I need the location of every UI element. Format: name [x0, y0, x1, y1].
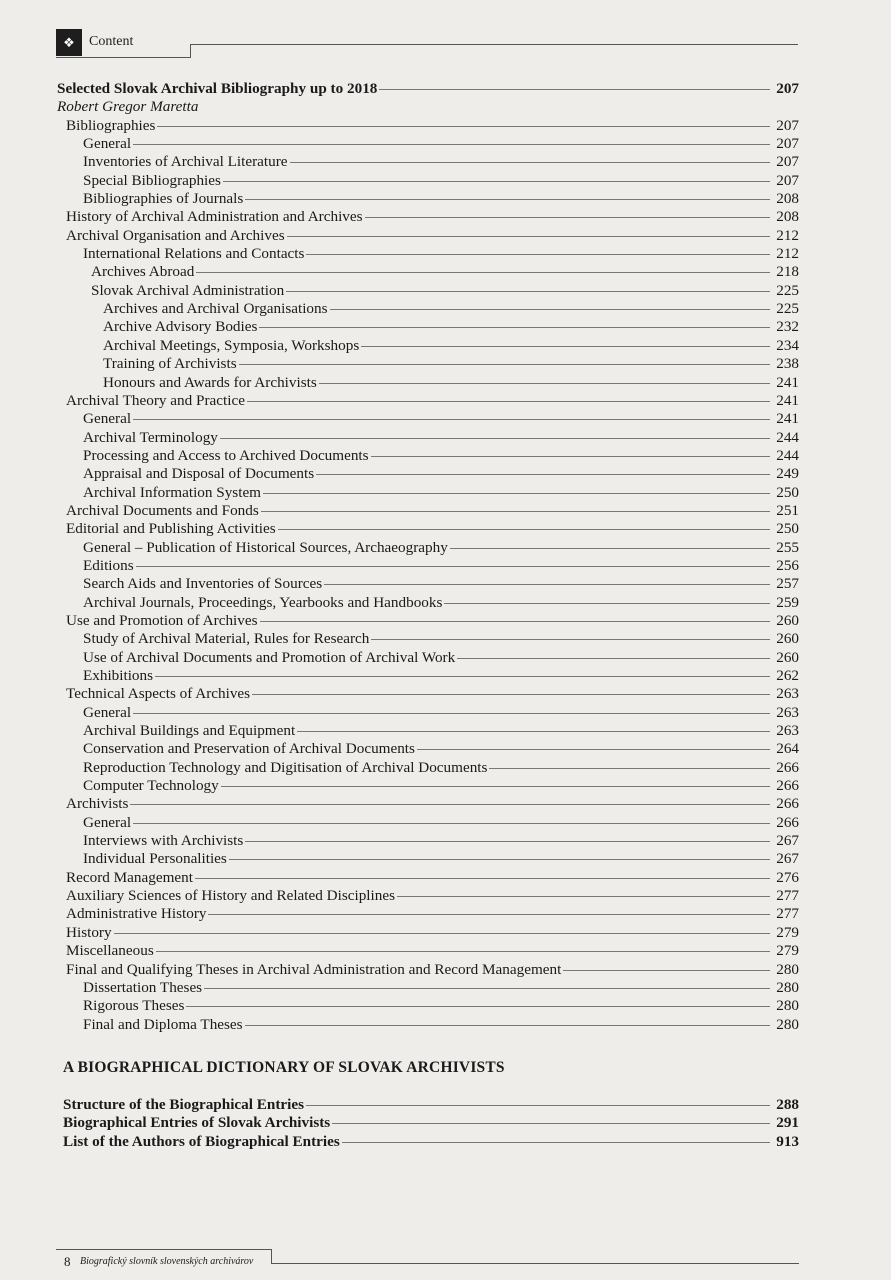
toc-entry: [57, 997, 799, 1015]
toc-page-number: 212: [776, 226, 799, 244]
dot-leader: [290, 162, 770, 163]
toc-entry-title: Editorial and Publishing Activities: [66, 520, 276, 538]
toc-entry: [57, 649, 799, 667]
dot-leader: [245, 841, 770, 842]
toc-entry: [57, 979, 799, 997]
toc-entry-title: Reproduction Technology and Digitisation of Archival Documents: [83, 758, 488, 776]
toc-entry-title: Appraisal and Disposal of Documents: [83, 465, 315, 483]
toc-entry: [57, 520, 799, 538]
toc-page-number: 241: [776, 410, 799, 428]
toc-entry-title: Bibliographies of Journals: [83, 190, 244, 208]
footer-rule: [56, 1249, 272, 1250]
toc-page-number: 280: [776, 960, 799, 978]
toc-entry-title: Exhibitions: [83, 667, 154, 684]
toc-page-number: 913: [776, 1132, 799, 1150]
dot-leader: [261, 511, 770, 512]
toc-entry-title: Processing and Access to Archived Documents: [83, 446, 369, 464]
toc-entry: [57, 557, 799, 575]
dot-leader: [186, 1006, 770, 1007]
toc-entry: [57, 300, 799, 318]
dot-leader: [330, 309, 770, 310]
dot-leader: [371, 639, 770, 640]
dot-leader: [489, 768, 770, 769]
toc-entry-title: Archives Abroad: [91, 263, 195, 281]
dot-leader: [220, 438, 770, 439]
toc-entry: [57, 722, 799, 740]
toc-entry: [57, 575, 799, 593]
toc-page-number: 257: [776, 575, 799, 593]
toc-entry-title: Final and Qualifying Theses in Archival Administration and Record Management: [66, 960, 562, 978]
toc-entry: [57, 465, 799, 483]
toc-entry: [57, 594, 799, 612]
toc-entry-title: Editions: [83, 556, 134, 574]
toc-entry: [57, 410, 799, 428]
toc-page-number: 266: [776, 777, 799, 795]
toc-page-number: 288: [776, 1096, 799, 1113]
dot-leader: [316, 474, 770, 475]
toc-entry: [57, 172, 799, 190]
toc-entry-title: Use and Promotion of Archives: [66, 611, 258, 629]
dot-leader: [114, 933, 770, 934]
toc-page-number: 207: [776, 116, 799, 134]
toc-entry-title: Selected Slovak Archival Bibliography up to 2018: [57, 80, 378, 97]
toc-entry-title: International Relations and Contacts: [83, 245, 305, 263]
dot-leader: [196, 272, 770, 273]
toc-entry: [57, 392, 799, 410]
header-rule-upper: [190, 44, 798, 45]
toc-entry: [57, 777, 799, 795]
toc-entry-title: Special Bibliographies: [83, 171, 221, 189]
toc-entry-title: General: [83, 813, 132, 831]
dot-leader: [287, 236, 770, 237]
toc-page-number: 260: [776, 611, 799, 629]
toc-page-number: 267: [776, 832, 799, 850]
toc-page-number: 241: [776, 373, 799, 391]
toc-page-number: 267: [776, 850, 799, 868]
toc-page-number: 225: [776, 281, 799, 299]
dictionary-contents: [63, 1096, 799, 1151]
ornament-icon: ❖: [56, 29, 82, 56]
toc-entry: [57, 667, 799, 685]
toc-entry-title: List of the Authors of Biographical Entries: [63, 1132, 340, 1150]
toc-entry: [63, 1096, 799, 1114]
toc-page-number: 208: [776, 190, 799, 208]
toc-page-number: 212: [776, 245, 799, 263]
toc-page-number: 277: [776, 905, 799, 923]
toc-entry-title: Use of Archival Documents and Promotion of Archival Work: [83, 648, 456, 666]
toc-entry-title: Archival Terminology: [83, 428, 218, 446]
toc-entry-title: Dissertation Theses: [83, 978, 203, 996]
toc-entry-title: Bibliographies: [66, 116, 156, 134]
dot-leader: [365, 217, 770, 218]
toc-entry: [57, 630, 799, 648]
toc-entry-title: Structure of the Biographical Entries: [63, 1096, 305, 1113]
toc-entry: [57, 814, 799, 832]
dot-leader: [155, 676, 770, 677]
toc-entry: [57, 740, 799, 758]
toc-entry: [57, 117, 799, 135]
toc-entry-title: Record Management: [66, 868, 193, 886]
dot-leader: [278, 529, 770, 530]
dot-leader: [371, 456, 770, 457]
toc-entry-title: Final and Diploma Theses: [83, 1015, 243, 1033]
toc-entry: [57, 759, 799, 777]
toc-entry-title: Inventories of Archival Literature: [83, 153, 288, 171]
footer-book-title: Biografický slovník slovenských archivárov: [80, 1256, 254, 1267]
toc-entry-title: Miscellaneous: [66, 942, 154, 960]
toc-entry: [63, 1114, 799, 1132]
toc-entry: [57, 502, 799, 520]
dot-leader: [247, 401, 770, 402]
dot-leader: [457, 658, 770, 659]
toc-entry: [57, 961, 799, 979]
toc-entry: [57, 832, 799, 850]
section-heading: A BIOGRAPHICAL DICTIONARY OF SLOVAK ARCHIVISTS: [63, 1059, 505, 1076]
toc-entry-title: Slovak Archival Administration: [91, 281, 285, 299]
toc-entry-title: Technical Aspects of Archives: [66, 685, 251, 703]
dot-leader: [221, 786, 770, 787]
toc-entry-title: Computer Technology: [83, 777, 219, 795]
toc-entry: [57, 337, 799, 355]
toc-page-number: 266: [776, 758, 799, 776]
toc-entry: [57, 263, 799, 281]
dot-leader: [239, 364, 770, 365]
toc-page-number: 234: [776, 336, 799, 354]
dot-leader: [319, 383, 770, 384]
dot-leader: [136, 566, 770, 567]
dot-leader: [133, 823, 770, 824]
dot-leader: [133, 419, 770, 420]
toc-page-number: 276: [776, 868, 799, 886]
header-title: Content: [89, 34, 134, 49]
dot-leader: [130, 804, 770, 805]
toc-entry-title: Honours and Awards for Archivists: [103, 373, 317, 391]
toc-page-number: 260: [776, 648, 799, 666]
dot-leader: [297, 731, 770, 732]
dot-leader: [397, 896, 770, 897]
toc-entry: [57, 429, 799, 447]
toc-page-number: 280: [776, 997, 799, 1015]
toc-entry: [57, 704, 799, 722]
dot-leader: [417, 749, 770, 750]
toc-page-number: 256: [776, 556, 799, 574]
dot-leader: [156, 951, 770, 952]
toc-page-number: 263: [776, 722, 799, 740]
dot-leader: [204, 988, 770, 989]
page-number: 8: [64, 1254, 71, 1269]
toc-page-number: 207: [776, 171, 799, 189]
dot-leader: [259, 327, 770, 328]
toc-entry: [57, 539, 799, 557]
toc-entry: [57, 318, 799, 336]
toc-entry: [57, 153, 799, 171]
toc-entry: [57, 135, 799, 153]
toc-page-number: 207: [776, 135, 799, 153]
toc-entry: [57, 245, 799, 263]
dot-leader: [342, 1142, 770, 1143]
toc-entry-title: Archival Organisation and Archives: [66, 226, 285, 244]
dot-leader: [324, 584, 770, 585]
toc-entry-title: Archival Theory and Practice: [66, 391, 245, 409]
footer-rule-lower: [271, 1263, 799, 1264]
toc-page-number: 277: [776, 887, 799, 905]
toc-entry: [57, 942, 799, 960]
toc-entry: [57, 1016, 799, 1034]
toc-entry-title: Individual Personalities: [83, 850, 227, 868]
dot-leader: [563, 970, 770, 971]
toc-entry: [57, 282, 799, 300]
toc-page-number: 260: [776, 630, 799, 648]
dot-leader: [252, 694, 770, 695]
toc-entry: [57, 905, 799, 923]
toc-page-number: 238: [776, 355, 799, 373]
dot-leader: [260, 621, 770, 622]
toc-entry: [57, 924, 799, 942]
toc-page-number: 225: [776, 300, 799, 318]
toc-entry: [57, 685, 799, 703]
dot-leader: [245, 199, 770, 200]
toc-entry: [57, 374, 799, 392]
toc-entry: [57, 869, 799, 887]
toc-page-number: 266: [776, 795, 799, 813]
toc-author: [57, 98, 799, 116]
toc-page-number: 279: [776, 923, 799, 941]
toc-entry-title: Archives and Archival Organisations: [103, 300, 328, 318]
toc-page-number: 262: [776, 667, 799, 684]
toc-page-number: 291: [776, 1114, 799, 1132]
dot-leader: [208, 914, 770, 915]
dot-leader: [133, 144, 770, 145]
toc-page-number: 279: [776, 942, 799, 960]
toc-page-number: 266: [776, 813, 799, 831]
toc-page-number: 249: [776, 465, 799, 483]
toc-entry: [57, 208, 799, 226]
dot-leader: [450, 548, 770, 549]
toc-entry-title: Archive Advisory Bodies: [103, 318, 258, 336]
toc-page-number: 232: [776, 318, 799, 336]
toc-entry-title: Archival Documents and Fonds: [66, 501, 259, 519]
toc-page-number: 255: [776, 538, 799, 556]
toc-page-number: 263: [776, 685, 799, 703]
toc-entry: [57, 227, 799, 245]
toc-page-number: 244: [776, 428, 799, 446]
toc-entry: [57, 887, 799, 905]
toc-entry: [63, 1133, 799, 1151]
toc-page-number: 244: [776, 446, 799, 464]
toc-page-number: 218: [776, 263, 799, 281]
toc-entry: [57, 355, 799, 373]
dot-leader: [361, 346, 770, 347]
dot-leader: [223, 181, 770, 182]
dot-leader: [306, 1105, 770, 1106]
toc-page-number: 280: [776, 978, 799, 996]
dot-leader: [195, 878, 770, 879]
toc-page-number: 280: [776, 1015, 799, 1033]
toc-entry-title: Archival Information System: [83, 483, 261, 501]
toc-entry-title: Archival Buildings and Equipment: [83, 722, 296, 740]
toc-entry-title: History of Archival Administration and Archives: [66, 208, 363, 226]
toc-entry-title: Robert Gregor Maretta: [57, 98, 199, 116]
dot-leader: [306, 254, 770, 255]
dot-leader: [245, 1025, 770, 1026]
toc-entry-title: General: [83, 703, 132, 721]
toc-entry-title: Administrative History: [66, 905, 207, 923]
toc-entry-title: History: [66, 923, 112, 941]
toc-page-number: 251: [776, 501, 799, 519]
toc-entry-title: Biographical Entries of Slovak Archivists: [63, 1114, 331, 1132]
toc-entry: [57, 190, 799, 208]
toc-entry-title: Archival Meetings, Symposia, Workshops: [103, 336, 360, 354]
header-rule: [56, 57, 191, 58]
toc-entry-title: Archival Journals, Proceedings, Yearbooks and Handbooks: [83, 593, 443, 611]
toc-page-number: 250: [776, 520, 799, 538]
toc-entry-title: General – Publication of Historical Sources, Archaeography: [83, 538, 448, 556]
toc-entry-title: Conservation and Preservation of Archival Documents: [83, 740, 415, 758]
toc-entry: [57, 612, 799, 630]
toc-entry: [57, 484, 799, 502]
table-of-contents: [57, 80, 799, 1034]
toc-page-number: 241: [776, 391, 799, 409]
toc-page-number: 208: [776, 208, 799, 226]
dot-leader: [133, 713, 770, 714]
toc-entry-title: Rigorous Theses: [83, 997, 185, 1015]
toc-entry-title: Auxiliary Sciences of History and Related Disciplines: [66, 887, 395, 905]
toc-entry-title: General: [83, 410, 132, 428]
dot-leader: [379, 89, 770, 90]
dot-leader: [444, 603, 770, 604]
toc-page-number: 207: [776, 80, 799, 97]
toc-entry-title: Interviews with Archivists: [83, 832, 244, 850]
toc-entry: [57, 795, 799, 813]
toc-entry-title: Archivists: [66, 795, 129, 813]
toc-page-number: 207: [776, 153, 799, 171]
header-rule-step: [190, 44, 191, 57]
toc-entry: [57, 80, 799, 98]
dot-leader: [229, 859, 770, 860]
toc-page-number: 263: [776, 703, 799, 721]
toc-entry-title: Search Aids and Inventories of Sources: [83, 575, 323, 593]
toc-entry-title: Study of Archival Material, Rules for Research: [83, 630, 370, 648]
toc-page-number: 264: [776, 740, 799, 758]
toc-page-number: 250: [776, 483, 799, 501]
dot-leader: [332, 1123, 770, 1124]
toc-entry: [57, 850, 799, 868]
toc-page-number: 259: [776, 593, 799, 611]
dot-leader: [157, 126, 770, 127]
toc-entry-title: Training of Archivists: [103, 355, 237, 373]
toc-entry-title: General: [83, 135, 132, 153]
dot-leader: [263, 493, 770, 494]
dot-leader: [286, 291, 770, 292]
toc-entry: [57, 447, 799, 465]
footer-rule-step: [271, 1249, 272, 1263]
